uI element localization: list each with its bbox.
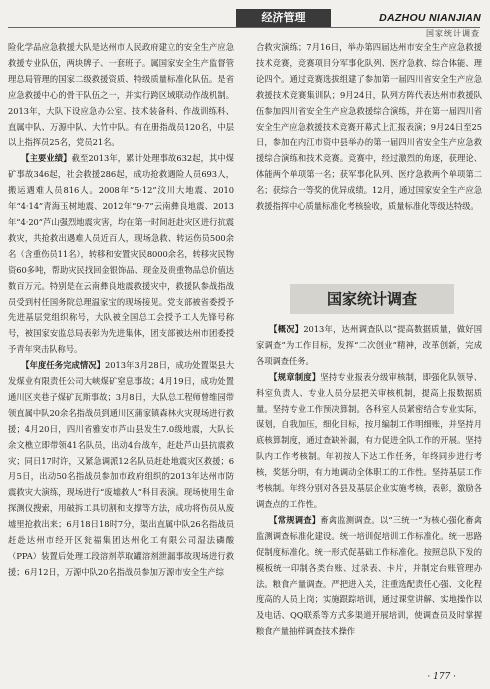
right-column-top: [256, 40, 482, 215]
intro-paragraph: 险化学品应急救援大队是达州市人民政府建立的安全生产应急救援专业队伍，两块牌子、一套班子。属国家安全生产监督管理总局管理的国家二级救援资质、特级质量标准化队伍。是省应急救援中心的骨干队伍之一，并实行跨区域联动作战机制。2013年，大队下设应急办公室、技术装备科、作战训练科、直属中队、万源中队、大竹中队。有在册指战员120名，中层以上指挥员25名，党员21名。: [8, 42, 234, 148]
header-rule: [8, 27, 480, 28]
annual-tasks-heading: 【年度任务完成情况】: [21, 360, 106, 371]
achievements-text: 截至2013年，累计处理事故632起，其中煤矿事故346起，社会救援286起，成功抢救遇险人员693人，搬运遇难人员816人。2008年“5·12”汶川大地震、2010年“4·14”青海玉树地震、2012年“9·7”云南彝良地震、2013年“4·20”芦山强烈地震灾害，均在第一时间赶赴灾区进行抗震救灾，共抢救出遇难人员近百人，现场急救、转运伤员500余名（含重伤员11名），转移和安置灾民8000余名，转移灾民物资60多吨，帮助灾民找回金银饰品、现金及贵重物品总价值达数百万元。特别是在云南彝良地震救援灾中，救援队参战指战员受到村任国务院总理温家宝的现场接见。党支部被省委授予先进基层党组织称号，大队被全国总工会授予工人先锋号称号，被国家安监总局表彰为先进集体，团支部被达州市团委授予青年突击队称号。: [8, 153, 235, 355]
page-number: · 177 ·: [427, 672, 456, 682]
subsection-label: 国家统计调查: [426, 29, 480, 38]
regulations-text: 坚持专业报表分级审核制，即强化队领导、科室负责人、专业人员分层把关审核机制，提高上报数据质量。坚持专业工作预决算制。各科室人员紧密结合专业实际，谋划，自我加压，细化目标，按月编制工作明细账，并坚持月底核算制度，通过查缺补漏，有力促进全队工作的开展。坚持队内工作考核制。年初按人下达工作任务，年终同步进行考核，奖惩分明，有力地调动全体职工的工作性。坚持基层工作考核制。年终分别对各县及基层企业实施考核，表彰，激励各调查点的工作性。: [256, 371, 482, 509]
section-label: 经济管理: [236, 9, 331, 27]
overview-paragraph: [256, 322, 482, 370]
regulations-heading: 【规章制度】: [269, 371, 321, 382]
right-column-bottom: [256, 322, 482, 640]
page-header: [0, 0, 490, 40]
routine-survey-heading: 【常规调查】: [269, 514, 321, 525]
section-title: 国家统计调查: [290, 284, 454, 314]
achievements-paragraph: [8, 151, 234, 358]
annual-tasks-paragraph: [8, 358, 234, 581]
annual-tasks-text: 2013年3月28日，成功处置渠县大发煤业有限责任公司大峡煤矿窒息事故；4月19日，成功处置通川区夹巷子煤矿瓦斯事故；3月8日，大队总工程师曾维园带领直属中队20余名指战员到通川区蒲家镇森林火灾现场进行救援；4月20日，四川省雅安市芦山县发生7.0级地震，大队长余文樵立即带领41名队员，出动4台战车，赶赴芦山县抗震救灾；同日17时许，又紧急调派12名队员赶赴地震灾区救援；6月5日，出动50名指战员参加市政府组织的2013年达州市防震救灾大演练，现场进行“废墟救人”科目表演。现场使用生命探测仪搜索，用破拆工具切割和支撑等方法，成功将伤员从废墟里抢救出来；6月18日18时7分，渠出直属中队26名指战员赶赴达州市经开区瓮福集团达州化工有限公司湿法磷酸（PPA）装置后处理工段溶剂萃取罐溶剂泄漏事故现场进行救援；6月12日，万源中队20名指战员参加万源市安全生产综: [8, 360, 234, 577]
routine-survey-text: 畜禽监测调查。以“三统一”为核心强化畜禽监测调查标准化建设。统一培训促培训工作标准化。统一思路促制度标准化。统一形式促基础工作标准化。按照总队下发的模板统一印制各类台账、过录表、卡片，并制定台账管理办法。粮食产量调查。严把进入关，注重选配责任心强、文化程度高的人员上岗；实施跟踪培训，通过课堂讲解、实地操作以及电话、QQ联系等方式多渠道开展培训，使调查员及时掌握粮食产量抽样调查技术操作: [256, 514, 482, 637]
overview-heading: 【概况】: [269, 324, 304, 334]
routine-survey-paragraph: [256, 513, 482, 640]
continued-paragraph: 合救灾演练；7月16日，举办第四届达州市安全生产应急救援技术竞赛，竞赛项目分军事化队列、医疗急救、综合体能、理论四个。通过竞赛选拔组建了参加第一届四川省安全生产应急救援技术竞赛集训队；9月24日，队列方阵代表达州市救援队伍参加四川省安全生产应急救援综合演练，并在第一届四川省安全生产应急救援技术竞赛开幕式上汇报表演；9月24日至25日，参加在内江市资中县举办的第一届四川省安全生产应急救援综合演练和技术竞赛。竞赛中，经过激烈的角逐，获理论、体能两个单项第一名；获军事化队列、医疗急救两个单项第二名；获综合一等奖的优异成绩。12月，通过国家安全生产应急救援指挥中心质量标准化考核验收，质量标准化等级达特级。: [256, 42, 482, 212]
publication-brand: DAZHOU NIANJIAN: [379, 12, 481, 24]
left-column: [8, 40, 234, 581]
achievements-heading: 【主要业绩】: [21, 153, 72, 164]
regulations-paragraph: [256, 370, 482, 513]
overview-text: 2013年，达州调查队以“提高数据质量，做好国家调查”为工作目标，发挥“二次创业”精神，改革创新，完成各项调查任务。: [256, 324, 482, 366]
